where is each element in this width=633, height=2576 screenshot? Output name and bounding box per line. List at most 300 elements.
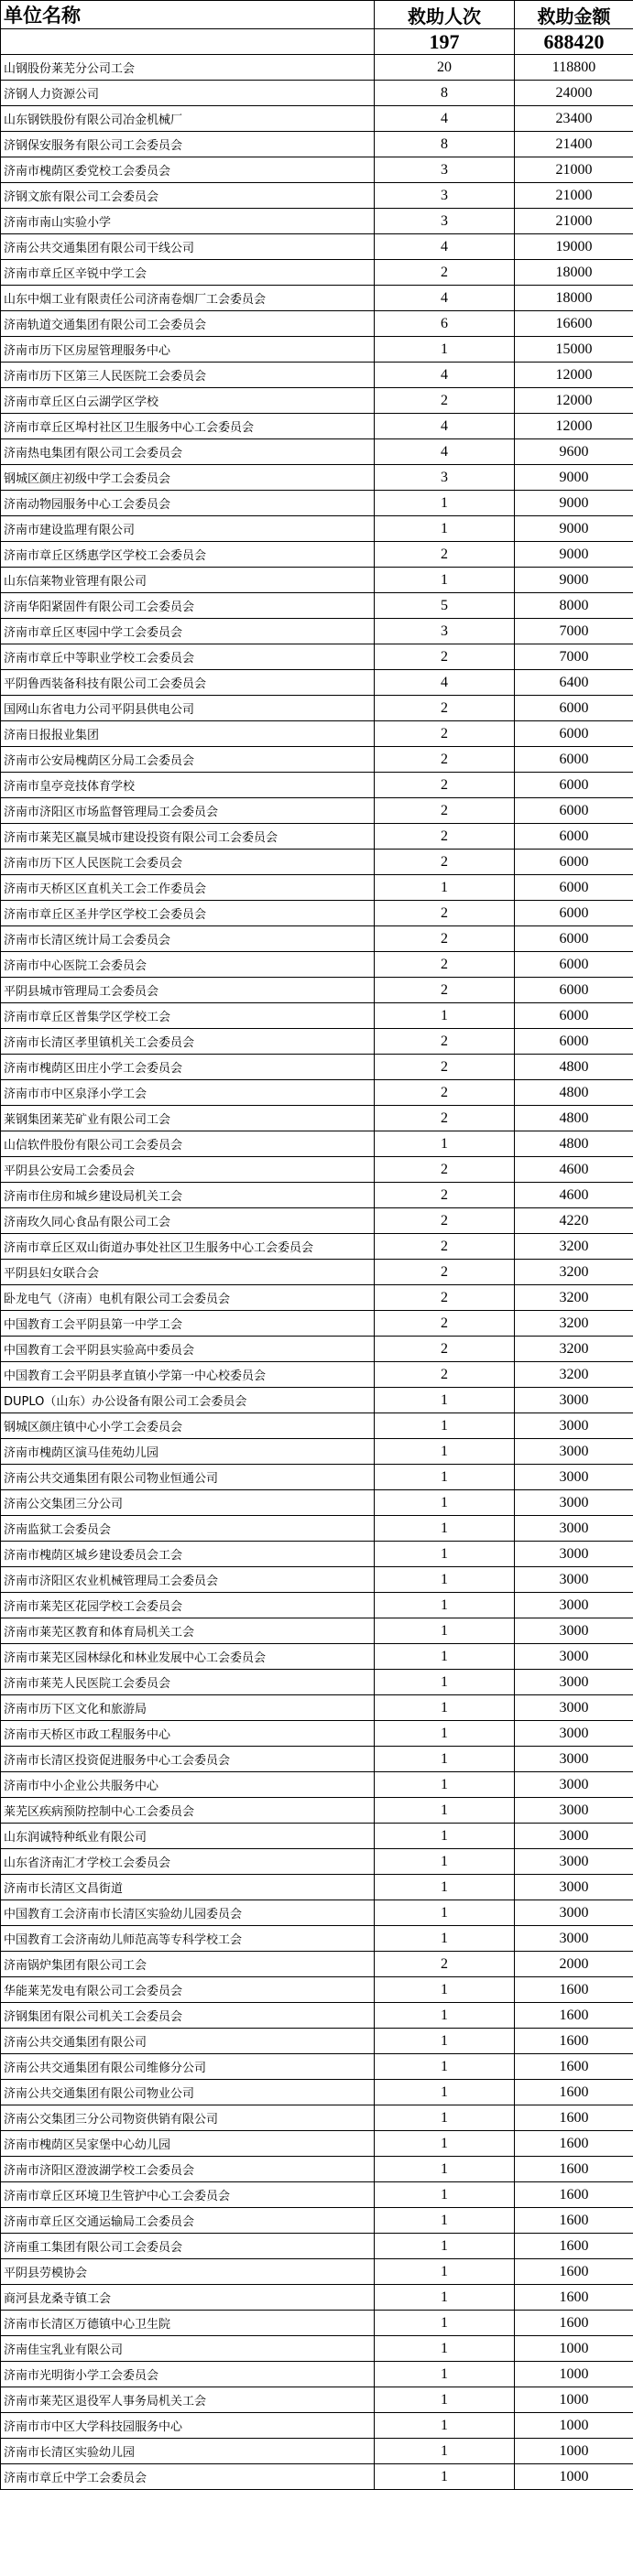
table-row xyxy=(1,286,633,311)
amount-cell: 9000 xyxy=(515,568,633,593)
count-cell: 1 xyxy=(375,1465,515,1490)
table-row xyxy=(1,1337,633,1362)
table-row xyxy=(1,2105,633,2131)
table-row xyxy=(1,209,633,234)
count-cell: 1 xyxy=(375,2131,515,2157)
amount-cell: 1000 xyxy=(515,2362,633,2387)
table-row xyxy=(1,1772,633,1798)
unit-name-cell: 济南市莱芜区花园学校工会委员会 xyxy=(1,1593,375,1618)
table-row xyxy=(1,414,633,439)
count-cell: 2 xyxy=(375,1285,515,1311)
unit-name-cell: 济南市章丘区埠村社区卫生服务中心工会委员会 xyxy=(1,414,375,439)
unit-name-cell: 济南市住房和城乡建设局机关工会 xyxy=(1,1183,375,1208)
amount-cell: 1600 xyxy=(515,2054,633,2080)
count-cell: 1 xyxy=(375,491,515,516)
count-cell: 1 xyxy=(375,1618,515,1644)
count-cell: 2 xyxy=(375,747,515,773)
table-row xyxy=(1,952,633,978)
table-row xyxy=(1,773,633,798)
count-cell: 1 xyxy=(375,2413,515,2439)
amount-cell: 6000 xyxy=(515,1003,633,1029)
count-cell: 1 xyxy=(375,1824,515,1849)
unit-name-cell: 济南重工集团有限公司工会委员会 xyxy=(1,2234,375,2259)
table-row xyxy=(1,1311,633,1337)
count-cell: 1 xyxy=(375,2259,515,2285)
amount-cell: 3000 xyxy=(515,1824,633,1849)
unit-name-cell: 济南市市中区泉泽小学工会 xyxy=(1,1080,375,1106)
table-row xyxy=(1,1849,633,1875)
unit-name-cell: 济南市莱芜区教育和体育局机关工会 xyxy=(1,1618,375,1644)
table-row xyxy=(1,1208,633,1234)
amount-cell: 9000 xyxy=(515,516,633,542)
unit-name-cell: 济南市槐荫区田庄小学工会委员会 xyxy=(1,1055,375,1080)
table-row xyxy=(1,2003,633,2029)
amount-cell: 1000 xyxy=(515,2464,633,2490)
table-row xyxy=(1,1439,633,1465)
count-cell: 2 xyxy=(375,850,515,875)
amount-cell: 3000 xyxy=(515,1875,633,1900)
amount-cell: 3000 xyxy=(515,1772,633,1798)
table-row xyxy=(1,1285,633,1311)
count-cell: 8 xyxy=(375,132,515,157)
amount-cell: 3200 xyxy=(515,1362,633,1388)
unit-name-cell: 山东信莱物业管理有限公司 xyxy=(1,568,375,593)
table-row xyxy=(1,2029,633,2054)
unit-name-cell: 济南公共交通集团有限公司维修分公司 xyxy=(1,2054,375,2080)
count-cell: 2 xyxy=(375,1055,515,1080)
amount-cell: 3200 xyxy=(515,1337,633,1362)
table-row xyxy=(1,2259,633,2285)
unit-name-cell: 济南公交集团三分公司 xyxy=(1,1490,375,1516)
unit-name-cell: 济南市建设监理有限公司 xyxy=(1,516,375,542)
count-cell: 3 xyxy=(375,619,515,644)
count-cell: 2 xyxy=(375,978,515,1003)
unit-name-cell: 济南公共交通集团有限公司物业公司 xyxy=(1,2080,375,2105)
count-cell: 1 xyxy=(375,2157,515,2182)
table-row xyxy=(1,1516,633,1542)
table-row xyxy=(1,1413,633,1439)
amount-cell: 1600 xyxy=(515,2003,633,2029)
table-row xyxy=(1,2362,633,2387)
unit-name-cell: 济南市中心医院工会委员会 xyxy=(1,952,375,978)
count-cell: 1 xyxy=(375,2080,515,2105)
count-cell: 1 xyxy=(375,516,515,542)
count-cell: 1 xyxy=(375,1977,515,2003)
unit-name-cell: 济南市长清区万德镇中心卫生院 xyxy=(1,2311,375,2336)
unit-name-cell: 中国教育工会平阴县孝直镇小学第一中心校委员会 xyxy=(1,1362,375,1388)
unit-name-cell: 济钢保安服务有限公司工会委员会 xyxy=(1,132,375,157)
unit-name-cell: 济南轨道交通集团有限公司工会委员会 xyxy=(1,311,375,337)
count-cell: 2 xyxy=(375,952,515,978)
table-row xyxy=(1,978,633,1003)
count-cell: 1 xyxy=(375,2439,515,2464)
amount-cell: 21400 xyxy=(515,132,633,157)
amount-cell: 3200 xyxy=(515,1311,633,1337)
unit-name-cell: 济南市章丘区辛锐中学工会 xyxy=(1,260,375,286)
amount-cell: 4800 xyxy=(515,1131,633,1157)
count-cell: 4 xyxy=(375,363,515,388)
amount-cell: 3000 xyxy=(515,1670,633,1695)
table-row xyxy=(1,1618,633,1644)
table-row xyxy=(1,670,633,696)
unit-name-cell: 济南市章丘区枣园中学工会委员会 xyxy=(1,619,375,644)
unit-name-cell: 莱钢集团莱芜矿业有限公司工会 xyxy=(1,1106,375,1131)
table-row xyxy=(1,132,633,157)
count-cell: 1 xyxy=(375,2003,515,2029)
unit-name-cell: 济南市长清区实验幼儿园 xyxy=(1,2439,375,2464)
count-cell: 2 xyxy=(375,260,515,286)
amount-cell: 1600 xyxy=(515,2259,633,2285)
unit-name-cell: 济南市章丘区交通运输局工会委员会 xyxy=(1,2208,375,2234)
table-row xyxy=(1,55,633,81)
table-row xyxy=(1,1542,633,1567)
count-cell: 1 xyxy=(375,2285,515,2311)
unit-name-cell: 山信软件股份有限公司工会委员会 xyxy=(1,1131,375,1157)
count-cell: 1 xyxy=(375,1542,515,1567)
count-cell: 4 xyxy=(375,286,515,311)
table-row xyxy=(1,1824,633,1849)
amount-cell: 12000 xyxy=(515,388,633,414)
amount-cell: 24000 xyxy=(515,81,633,106)
count-cell: 1 xyxy=(375,1593,515,1618)
table-row xyxy=(1,619,633,644)
count-cell: 1 xyxy=(375,1900,515,1926)
table-row xyxy=(1,1900,633,1926)
table-row xyxy=(1,1106,633,1131)
count-cell: 2 xyxy=(375,1311,515,1337)
count-cell: 2 xyxy=(375,1952,515,1977)
count-cell: 1 xyxy=(375,1926,515,1952)
total-row xyxy=(1,29,633,55)
amount-cell: 18000 xyxy=(515,260,633,286)
amount-cell: 12000 xyxy=(515,414,633,439)
table-row xyxy=(1,1644,633,1670)
table-row xyxy=(1,2054,633,2080)
count-cell: 1 xyxy=(375,1670,515,1695)
unit-name-cell: 济南市济阳区市场监督管理局工会委员会 xyxy=(1,798,375,824)
amount-cell: 6000 xyxy=(515,747,633,773)
amount-cell: 23400 xyxy=(515,106,633,132)
unit-name-cell: 济南市槐荫区城乡建设委员会工会 xyxy=(1,1542,375,1567)
count-cell: 1 xyxy=(375,1516,515,1542)
unit-name-cell: 中国教育工会平阴县实验高中委员会 xyxy=(1,1337,375,1362)
unit-name-cell: 济南市槐荫区演马佳苑幼儿园 xyxy=(1,1439,375,1465)
table-row xyxy=(1,2439,633,2464)
amount-cell: 1600 xyxy=(515,2234,633,2259)
table-row xyxy=(1,2311,633,2336)
amount-cell: 1600 xyxy=(515,2285,633,2311)
table-row xyxy=(1,2157,633,2182)
table-row xyxy=(1,1926,633,1952)
amount-cell: 6000 xyxy=(515,1029,633,1055)
amount-cell: 1000 xyxy=(515,2413,633,2439)
count-cell: 1 xyxy=(375,2029,515,2054)
count-cell: 1 xyxy=(375,2182,515,2208)
count-cell: 1 xyxy=(375,1747,515,1772)
amount-cell: 3200 xyxy=(515,1260,633,1285)
unit-name-cell: 山钢股份莱芜分公司工会 xyxy=(1,55,375,81)
header-unit-name: 单位名称 xyxy=(1,1,375,29)
unit-name-cell: 山东钢铁股份有限公司冶金机械厂 xyxy=(1,106,375,132)
count-cell: 1 xyxy=(375,2362,515,2387)
amount-cell: 3000 xyxy=(515,1618,633,1644)
amount-cell: 1000 xyxy=(515,2439,633,2464)
amount-cell: 16600 xyxy=(515,311,633,337)
amount-cell: 4600 xyxy=(515,1157,633,1183)
amount-cell: 21000 xyxy=(515,209,633,234)
unit-name-cell: DUPLO（山东）办公设备有限公司工会委员会 xyxy=(1,1388,375,1413)
unit-name-cell: 济南市市中区大学科技园服务中心 xyxy=(1,2413,375,2439)
count-cell: 1 xyxy=(375,2105,515,2131)
amount-cell: 6000 xyxy=(515,952,633,978)
amount-cell: 6000 xyxy=(515,978,633,1003)
count-cell: 2 xyxy=(375,696,515,721)
amount-cell: 9600 xyxy=(515,439,633,465)
count-cell: 2 xyxy=(375,1208,515,1234)
count-cell: 2 xyxy=(375,824,515,850)
amount-cell: 3000 xyxy=(515,1849,633,1875)
amount-cell: 3200 xyxy=(515,1234,633,1260)
table-row xyxy=(1,439,633,465)
table-row xyxy=(1,2413,633,2439)
table-row xyxy=(1,1798,633,1824)
unit-name-cell: 济南市章丘中等职业学校工会委员会 xyxy=(1,644,375,670)
amount-cell: 1600 xyxy=(515,2311,633,2336)
amount-cell: 3000 xyxy=(515,1900,633,1926)
unit-name-cell: 济南市槐荫区吴家堡中心幼儿园 xyxy=(1,2131,375,2157)
unit-name-cell: 济南市长清区文昌街道 xyxy=(1,1875,375,1900)
unit-name-cell: 济南公共交通集团有限公司干线公司 xyxy=(1,234,375,260)
unit-name-cell: 济南市长清区孝里镇机关工会委员会 xyxy=(1,1029,375,1055)
unit-name-cell: 平阴县妇女联合会 xyxy=(1,1260,375,1285)
count-cell: 2 xyxy=(375,1157,515,1183)
unit-name-cell: 济南动物园服务中心工会委员会 xyxy=(1,491,375,516)
table-row xyxy=(1,644,633,670)
unit-name-cell: 平阴县公安局工会委员会 xyxy=(1,1157,375,1183)
unit-name-cell: 济南市南山实验小学 xyxy=(1,209,375,234)
unit-name-cell: 济南公共交通集团有限公司物业恒通公司 xyxy=(1,1465,375,1490)
unit-name-cell: 莱芜区疾病预防控制中心工会委员会 xyxy=(1,1798,375,1824)
table-row xyxy=(1,568,633,593)
amount-cell: 3000 xyxy=(515,1593,633,1618)
amount-cell: 12000 xyxy=(515,363,633,388)
unit-name-cell: 钢城区颜庄初级中学工会委员会 xyxy=(1,465,375,491)
count-cell: 1 xyxy=(375,1003,515,1029)
count-cell: 1 xyxy=(375,1721,515,1747)
count-cell: 2 xyxy=(375,901,515,926)
unit-name-cell: 平阴鲁西装备科技有限公司工会委员会 xyxy=(1,670,375,696)
unit-name-cell: 济南市天桥区区直机关工会工作委员会 xyxy=(1,875,375,901)
table-row xyxy=(1,2285,633,2311)
unit-name-cell: 济南市莱芜区退役军人事务局机关工会 xyxy=(1,2387,375,2413)
amount-cell: 3000 xyxy=(515,1490,633,1516)
amount-cell: 4800 xyxy=(515,1055,633,1080)
count-cell: 3 xyxy=(375,465,515,491)
amount-cell: 6000 xyxy=(515,721,633,747)
count-cell: 2 xyxy=(375,773,515,798)
table-row xyxy=(1,1875,633,1900)
amount-cell: 3000 xyxy=(515,1747,633,1772)
table-row xyxy=(1,388,633,414)
count-cell: 1 xyxy=(375,2311,515,2336)
amount-cell: 1600 xyxy=(515,1977,633,2003)
table-row xyxy=(1,1029,633,1055)
unit-name-cell: 济南市历下区房屋管理服务中心 xyxy=(1,337,375,363)
amount-cell: 3000 xyxy=(515,1516,633,1542)
count-cell: 4 xyxy=(375,439,515,465)
table-row xyxy=(1,2208,633,2234)
amount-cell: 1600 xyxy=(515,2105,633,2131)
unit-name-cell: 济南公共交通集团有限公司 xyxy=(1,2029,375,2054)
unit-name-cell: 山东中烟工业有限责任公司济南卷烟厂工会委员会 xyxy=(1,286,375,311)
unit-name-cell: 中国教育工会济南市长清区实验幼儿园委员会 xyxy=(1,1900,375,1926)
unit-name-cell: 济南监狱工会委员会 xyxy=(1,1516,375,1542)
unit-name-cell: 济南市天桥区市政工程服务中心 xyxy=(1,1721,375,1747)
unit-name-cell: 济南佳宝乳业有限公司 xyxy=(1,2336,375,2362)
count-cell: 3 xyxy=(375,209,515,234)
count-cell: 2 xyxy=(375,1362,515,1388)
table-row xyxy=(1,926,633,952)
count-cell: 1 xyxy=(375,875,515,901)
table-row xyxy=(1,1977,633,2003)
amount-cell: 3000 xyxy=(515,1926,633,1952)
count-cell: 2 xyxy=(375,542,515,568)
table-row xyxy=(1,2080,633,2105)
unit-name-cell: 济南市章丘区环境卫生管护中心工会委员会 xyxy=(1,2182,375,2208)
unit-name-cell: 济南市章丘区圣井学区学校工会委员会 xyxy=(1,901,375,926)
unit-name-cell: 山东省济南汇才学校工会委员会 xyxy=(1,1849,375,1875)
count-cell: 2 xyxy=(375,1106,515,1131)
count-cell: 6 xyxy=(375,311,515,337)
unit-name-cell: 济钢文旅有限公司工会委员会 xyxy=(1,183,375,209)
amount-cell: 1600 xyxy=(515,2029,633,2054)
table-row xyxy=(1,1131,633,1157)
unit-name-cell: 济南市济阳区农业机械管理局工会委员会 xyxy=(1,1567,375,1593)
table-row xyxy=(1,234,633,260)
amount-cell: 6000 xyxy=(515,926,633,952)
count-cell: 1 xyxy=(375,1490,515,1516)
amount-cell: 4600 xyxy=(515,1183,633,1208)
table-row xyxy=(1,1747,633,1772)
count-cell: 4 xyxy=(375,414,515,439)
count-cell: 1 xyxy=(375,2054,515,2080)
count-cell: 2 xyxy=(375,1260,515,1285)
unit-name-cell: 济钢人力资源公司 xyxy=(1,81,375,106)
amount-cell: 3000 xyxy=(515,1439,633,1465)
amount-cell: 6000 xyxy=(515,798,633,824)
header-count: 救助人次 xyxy=(375,1,515,29)
count-cell: 1 xyxy=(375,1695,515,1721)
table-row xyxy=(1,2336,633,2362)
table-row xyxy=(1,311,633,337)
table-row xyxy=(1,542,633,568)
count-cell: 1 xyxy=(375,2234,515,2259)
table-row xyxy=(1,1465,633,1490)
table-row xyxy=(1,1388,633,1413)
table-row xyxy=(1,260,633,286)
table-row xyxy=(1,1670,633,1695)
amount-cell: 3200 xyxy=(515,1285,633,1311)
count-cell: 3 xyxy=(375,157,515,183)
amount-cell: 118800 xyxy=(515,55,633,81)
table-row xyxy=(1,1695,633,1721)
unit-name-cell: 济南热电集团有限公司工会委员会 xyxy=(1,439,375,465)
count-cell: 2 xyxy=(375,1183,515,1208)
amount-cell: 3000 xyxy=(515,1413,633,1439)
count-cell: 1 xyxy=(375,1567,515,1593)
table-row xyxy=(1,491,633,516)
count-cell: 1 xyxy=(375,1849,515,1875)
amount-cell: 21000 xyxy=(515,183,633,209)
unit-name-cell: 商河县龙桑寺镇工会 xyxy=(1,2285,375,2311)
unit-name-cell: 平阴县城市管理局工会委员会 xyxy=(1,978,375,1003)
unit-name-cell: 济南玫久同心食品有限公司工会 xyxy=(1,1208,375,1234)
count-cell: 1 xyxy=(375,1388,515,1413)
unit-name-cell: 济南华阳紧固件有限公司工会委员会 xyxy=(1,593,375,619)
table-row xyxy=(1,157,633,183)
table-row xyxy=(1,2387,633,2413)
unit-name-cell: 济南市槐荫区委党校工会委员会 xyxy=(1,157,375,183)
count-cell: 1 xyxy=(375,2387,515,2413)
unit-name-cell: 济南市章丘区双山街道办事处社区卫生服务中心工会委员会 xyxy=(1,1234,375,1260)
unit-name-cell: 济南市莱芜区园林绿化和林业发展中心工会委员会 xyxy=(1,1644,375,1670)
count-cell: 3 xyxy=(375,183,515,209)
amount-cell: 7000 xyxy=(515,619,633,644)
unit-name-cell: 中国教育工会济南幼儿师范高等专科学校工会 xyxy=(1,1926,375,1952)
amount-cell: 1000 xyxy=(515,2387,633,2413)
table-row xyxy=(1,1183,633,1208)
amount-cell: 15000 xyxy=(515,337,633,363)
unit-name-cell: 钢城区颜庄镇中心小学工会委员会 xyxy=(1,1413,375,1439)
table-row xyxy=(1,850,633,875)
unit-name-cell: 平阴县劳模协会 xyxy=(1,2259,375,2285)
unit-name-cell: 济南市长清区统计局工会委员会 xyxy=(1,926,375,952)
unit-name-cell: 济南日报报业集团 xyxy=(1,721,375,747)
table-row xyxy=(1,465,633,491)
table-row xyxy=(1,798,633,824)
count-cell: 2 xyxy=(375,926,515,952)
count-cell: 1 xyxy=(375,568,515,593)
amount-cell: 21000 xyxy=(515,157,633,183)
unit-name-cell: 济南市莱芜人民医院工会委员会 xyxy=(1,1670,375,1695)
total-amount: 688420 xyxy=(515,29,633,55)
amount-cell: 6400 xyxy=(515,670,633,696)
unit-name-cell: 山东润诚特种纸业有限公司 xyxy=(1,1824,375,1849)
table-row xyxy=(1,1080,633,1106)
amount-cell: 3000 xyxy=(515,1695,633,1721)
table-row xyxy=(1,1952,633,1977)
count-cell: 4 xyxy=(375,234,515,260)
unit-name-cell: 济南市中小企业公共服务中心 xyxy=(1,1772,375,1798)
amount-cell: 3000 xyxy=(515,1644,633,1670)
amount-cell: 6000 xyxy=(515,901,633,926)
amount-cell: 9000 xyxy=(515,491,633,516)
unit-name-cell: 济钢集团有限公司机关工会委员会 xyxy=(1,2003,375,2029)
header-row xyxy=(1,1,633,29)
unit-name-cell: 济南市光明街小学工会委员会 xyxy=(1,2362,375,2387)
count-cell: 8 xyxy=(375,81,515,106)
amount-cell: 3000 xyxy=(515,1798,633,1824)
count-cell: 1 xyxy=(375,1798,515,1824)
table-row xyxy=(1,721,633,747)
table-row xyxy=(1,696,633,721)
table-row xyxy=(1,183,633,209)
table-row xyxy=(1,1055,633,1080)
unit-name-cell: 济南市皇亭竞技体育学校 xyxy=(1,773,375,798)
count-cell: 1 xyxy=(375,2336,515,2362)
table-row xyxy=(1,875,633,901)
amount-cell: 6000 xyxy=(515,875,633,901)
